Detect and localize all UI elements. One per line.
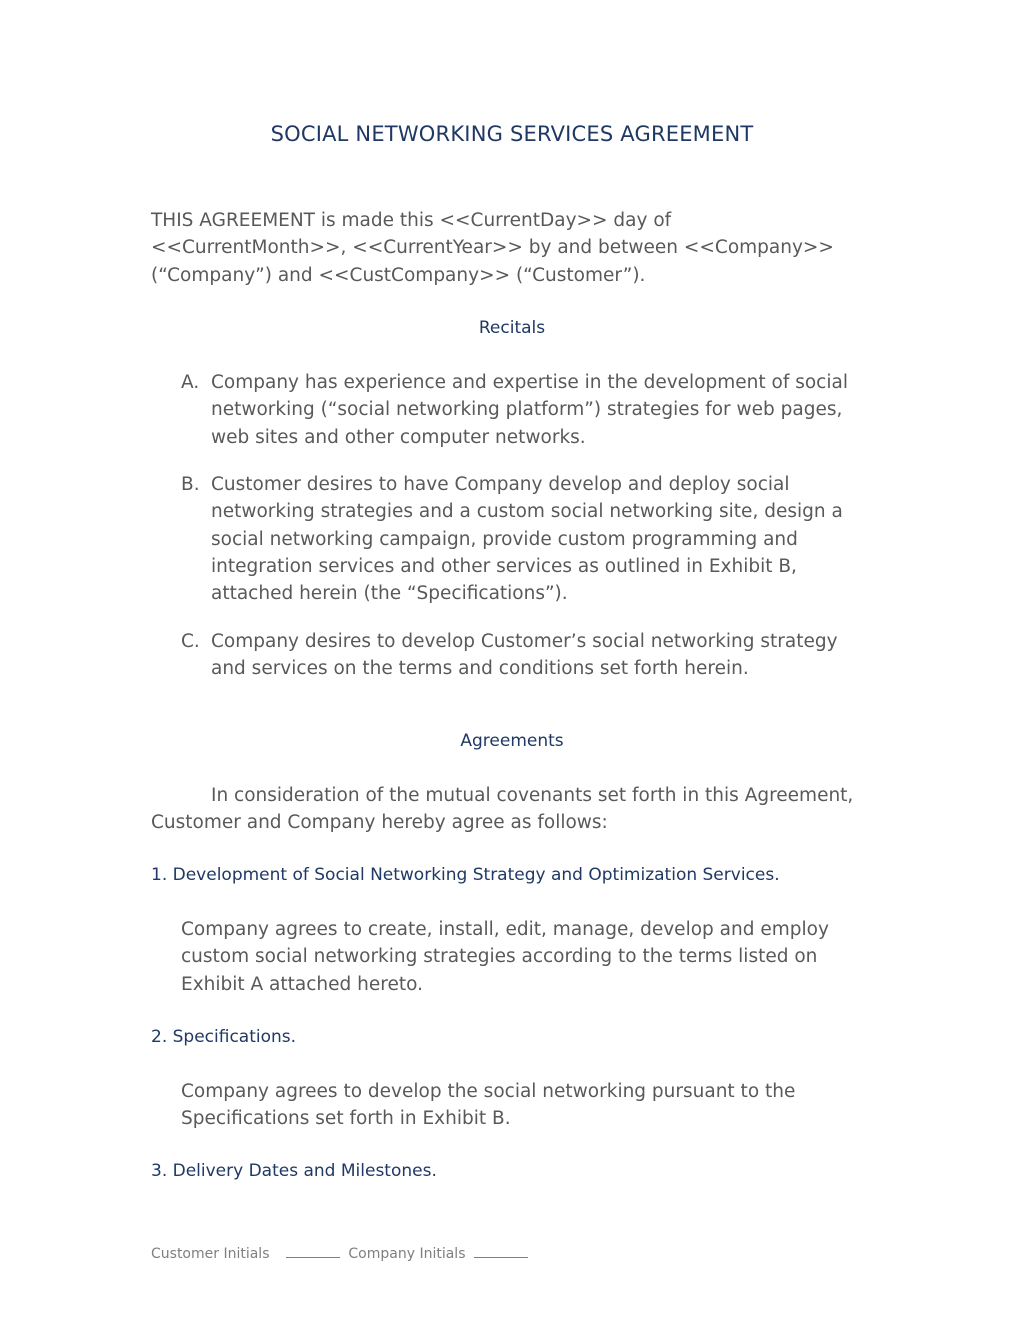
recitals-heading: Recitals [478,318,546,338]
recital-item [181,628,871,683]
section-heading: 2. Specifications. [151,1027,297,1047]
agreement-intro: THIS AGREEMENT is made this <<CurrentDay>> day of <<CurrentMonth>>, <<CurrentYear>> by and between <<Company>> (“Company”) and <<CustCompany>> (“Customer”). [151,210,834,286]
recital-text: Company desires to develop Customer’s social networking strategy and services on the terms and conditions set forth herein. [211,631,838,680]
recital-item [181,369,871,451]
recital-letter: C. [181,631,200,652]
section-body: Company agrees to develop the social networking pursuant to the Specifications set forth in Exhibit B. [181,1081,796,1130]
section-body: Company agrees to create, install, edit, manage, develop and employ custom social networking strategies according to the terms listed on Exhibit A attached hereto. [181,919,829,995]
customer-initials-blank[interactable] [286,1245,340,1258]
recital-item [181,471,871,607]
recital-letter: A. [181,372,200,393]
company-initials-blank[interactable] [474,1245,528,1258]
recital-text: Customer desires to have Company develop and deploy social networking strategies and a custom social networking site, design a social networking campaign, provide custom programming and integration services and other services as outlined in Exhibit B, attached herein (the “Specifications”). [211,474,843,605]
section-heading: 3. Delivery Dates and Milestones. [151,1161,437,1181]
initials-footer [151,1245,532,1262]
section-heading: 1. Development of Social Networking Strategy and Optimization Services. [151,865,780,885]
document-title: SOCIAL NETWORKING SERVICES AGREEMENT [270,122,754,146]
recital-text: Company has experience and expertise in the development of social networking (“social networking platform”) strategies for web pages, web sites and other computer networks. [211,372,848,448]
company-initials-label: Company Initials [348,1246,466,1262]
customer-initials-label: Customer Initials [151,1246,270,1262]
recital-letter: B. [181,474,200,495]
agreements-intro: In consideration of the mutual covenants set forth in this Agreement, Customer and Company hereby agree as follows: [151,785,854,834]
agreements-heading: Agreements [460,731,564,751]
